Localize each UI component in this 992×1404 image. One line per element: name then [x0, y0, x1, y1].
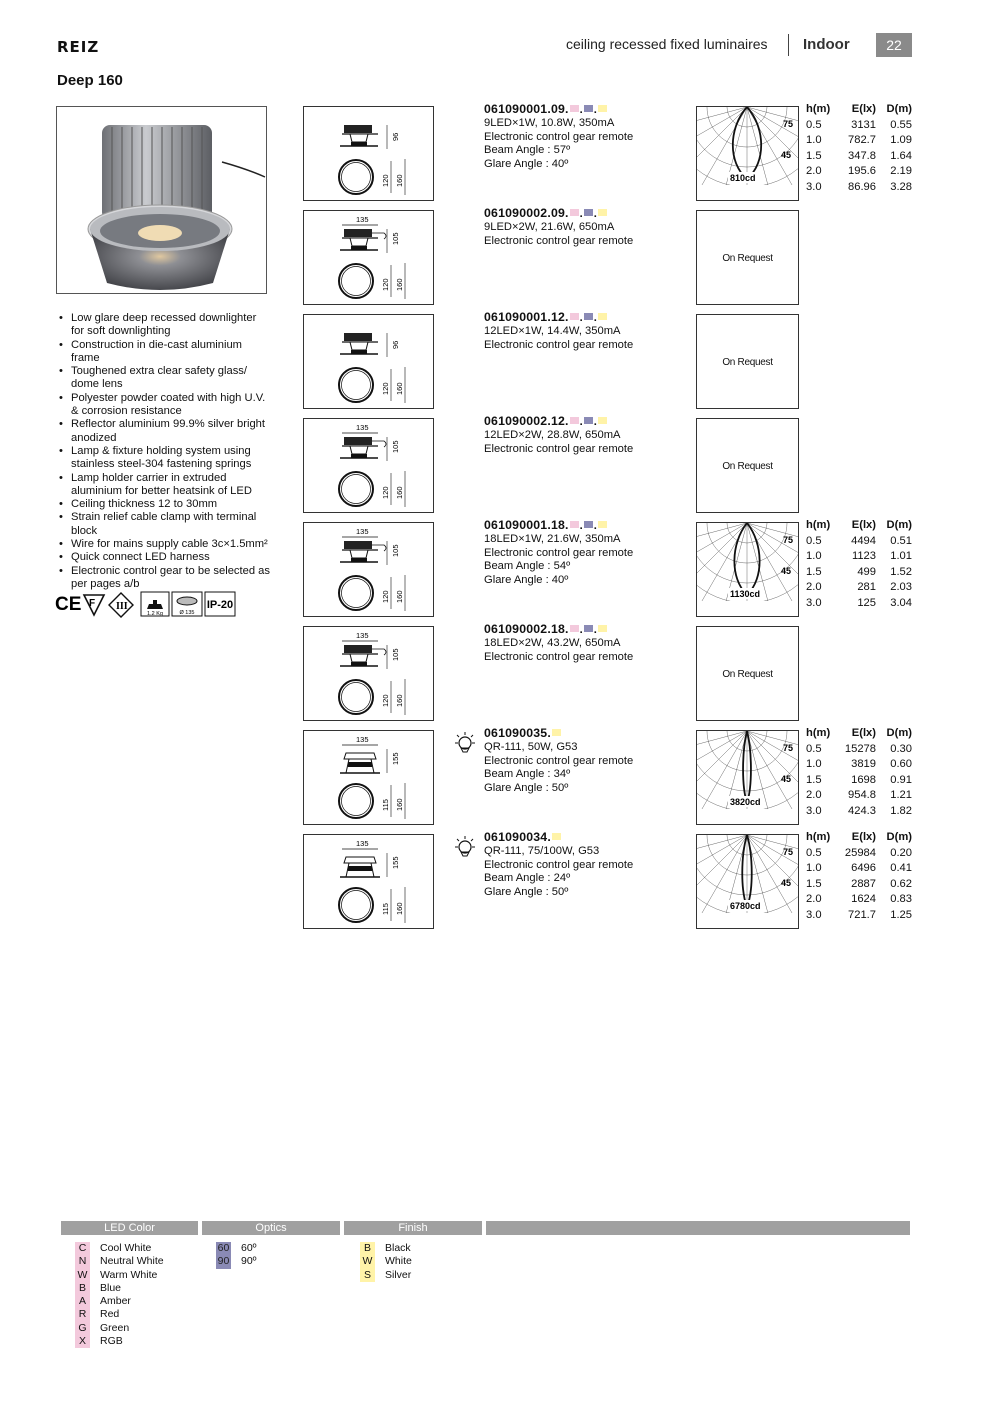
product-spec-line: 18LED×2W, 43.2W, 650mA	[484, 637, 621, 650]
cutout-dimension: 115	[381, 799, 390, 811]
optics-swatch	[584, 209, 593, 216]
lamp-bulb-icon	[452, 731, 480, 760]
polar-candela: 3820cd	[730, 797, 761, 807]
product-spec: 061090001.18. . . 18LED×1W, 21.6W, 350mA Electronic control gear remote Beam Angle : 54º Glare Angle : 40º	[484, 518, 634, 586]
diameter-dimension: 160	[395, 590, 404, 603]
height-dimension: 155	[391, 752, 400, 765]
table-row: 1.0 6496 0.41	[806, 862, 912, 875]
polar-angle-45: 45	[781, 566, 792, 576]
polar-diagram	[696, 106, 799, 201]
on-request-box	[696, 210, 799, 305]
finish-swatch	[552, 729, 561, 736]
polar-angle-45: 45	[781, 878, 792, 888]
optics-swatch	[584, 625, 593, 632]
finish-swatch	[598, 625, 607, 632]
svg-text:1.2 Kg: 1.2 Kg	[147, 611, 163, 617]
table-row: 0.5 3131 0.55	[806, 118, 912, 131]
table-header-row: h(m) E(lx) D(m)	[806, 519, 912, 531]
legend-item: R Red	[75, 1308, 164, 1321]
height-dimension: 155	[391, 856, 400, 869]
dimension-drawing	[303, 730, 434, 825]
product-spec-line: Electronic control gear remote	[484, 442, 634, 455]
product-spec-line: Electronic control gear remote	[484, 546, 634, 559]
product-spec-line: 9LED×2W, 21.6W, 650mA	[484, 221, 615, 234]
height-dimension: 96	[391, 340, 400, 349]
product-spec-line: Electronic control gear remote	[484, 858, 634, 871]
category-title: ceiling recessed fixed luminaires	[566, 36, 768, 52]
feature-item: • Quick connect LED harness	[57, 551, 271, 564]
cutout-dimension: 120	[381, 278, 390, 291]
on-request-box	[696, 418, 799, 513]
finish-swatch	[598, 521, 607, 528]
class-iii-icon	[109, 593, 133, 617]
table-row: 3.0 721.7 1.25	[806, 908, 912, 921]
svg-text:IP-20: IP-20	[206, 599, 234, 611]
page-number: 22	[876, 33, 912, 57]
product-code: 061090002.18.	[484, 622, 569, 636]
polar-angle-75: 75	[783, 119, 794, 129]
svg-text:III: III	[116, 601, 128, 612]
legend-finish-list	[360, 1242, 412, 1282]
feature-item: • Construction in die-cast aluminium frame	[57, 339, 271, 366]
product-code: 061090001.09.	[484, 102, 569, 116]
optics-swatch	[584, 313, 593, 320]
polar-diagram	[696, 522, 799, 617]
on-request-box	[696, 626, 799, 721]
table-header-row: h(m) E(lx) D(m)	[806, 103, 912, 115]
dimension-drawing	[303, 106, 434, 201]
feature-item: • Strain relief cable clamp with terminal block	[57, 511, 271, 538]
product-photo	[56, 106, 267, 294]
legend-blank-header	[486, 1221, 910, 1235]
table-row: 2.0 954.8 1.21	[806, 789, 912, 802]
product-spec-line: Beam Angle : 24º	[484, 872, 571, 885]
product-spec-line: Electronic control gear remote	[484, 234, 634, 247]
optics-swatch	[584, 521, 593, 528]
width-dimension: 135	[356, 527, 369, 536]
on-request-box	[696, 314, 799, 409]
header-divider	[788, 34, 789, 56]
polar-angle-45: 45	[781, 774, 792, 784]
table-row: 1.0 1123 1.01	[806, 550, 912, 563]
finish-swatch	[552, 833, 561, 840]
product-spec	[484, 727, 633, 795]
product-code: 061090002.12.	[484, 414, 569, 428]
legend-item: G Green	[75, 1322, 164, 1335]
table-row: 2.0 1624 0.83	[806, 893, 912, 906]
f-mark-icon	[84, 595, 104, 615]
on-request-label: On Request	[722, 461, 773, 472]
product-spec-line: Beam Angle : 54º	[484, 560, 571, 573]
dimension-drawing	[303, 626, 434, 721]
diameter-dimension: 160	[395, 382, 404, 395]
legend-item: A Amber	[75, 1295, 164, 1308]
led-color-swatch	[570, 417, 579, 424]
product-code: 061090034.	[484, 830, 551, 844]
polar-angle-75: 75	[783, 535, 794, 545]
legend-optics-list	[216, 1242, 257, 1269]
polar-candela: 1130cd	[730, 589, 761, 599]
cutout-dimension: 120	[381, 382, 390, 395]
polar-angle-45: 45	[781, 150, 792, 160]
diameter-dimension: 160	[395, 694, 404, 707]
feature-list	[57, 312, 271, 591]
product-spec-line: Electronic control gear remote	[484, 338, 634, 351]
product-spec: 061090001.12. . . 12LED×1W, 14.4W, 350mA Electronic control gear remote	[484, 310, 634, 351]
legend-item: C Cool White	[75, 1242, 164, 1255]
legend-finish-header: Finish	[344, 1221, 482, 1235]
product-spec-line: Beam Angle : 57º	[484, 144, 571, 157]
cutout-dimension: 120	[381, 174, 390, 187]
product-spec: 061090001.09. . . 9LED×1W, 10.8W, 350mA Electronic control gear remote Beam Angle : 57º Glare Angle : 40º	[484, 102, 634, 170]
photometric-table	[806, 830, 912, 924]
cutout-dimension: 120	[381, 590, 390, 603]
ip-rating-icon	[205, 592, 235, 616]
table-row: 0.5 4494 0.51	[806, 534, 912, 547]
weight-icon	[141, 592, 169, 617]
product-spec-line: 12LED×1W, 14.4W, 350mA	[484, 325, 621, 338]
table-row: 1.5 1698 0.91	[806, 773, 912, 786]
led-color-swatch	[570, 625, 579, 632]
cutout-dimension: 120	[381, 694, 390, 707]
product-spec-line: Glare Angle : 40º	[484, 573, 569, 586]
finish-swatch	[598, 209, 607, 216]
feature-item: • Electronic control gear to be selected as per pages a/b	[57, 565, 271, 592]
on-request-label: On Request	[722, 253, 773, 264]
feature-item: • Wire for mains supply cable 3c×1.5mm²	[57, 538, 271, 551]
table-header-row: h(m) E(lx) D(m)	[806, 727, 912, 739]
legend-item: W Warm White	[75, 1269, 164, 1282]
product-family-title: Deep 160	[57, 72, 123, 89]
optics-swatch	[584, 417, 593, 424]
table-row: 2.0 281 2.03	[806, 581, 912, 594]
table-row: 3.0 125 3.04	[806, 596, 912, 609]
dimension-drawing	[303, 834, 434, 929]
legend-item: 90 90º	[217, 1255, 257, 1268]
finish-swatch	[598, 313, 607, 320]
legend-item: N Neutral White	[75, 1255, 164, 1268]
product-spec-line: 12LED×2W, 28.8W, 650mA	[484, 429, 621, 442]
product-spec: 061090002.18. . . 18LED×2W, 43.2W, 650mA Electronic control gear remote	[484, 622, 634, 663]
legend-item: B Blue	[75, 1282, 164, 1295]
polar-candela: 6780cd	[730, 901, 761, 911]
table-row: 1.5 499 1.52	[806, 565, 912, 578]
dimension-drawing	[303, 522, 434, 617]
table-row: 0.5 15278 0.30	[806, 742, 912, 755]
feature-item: • Toughened extra clear safety glass/ dome lens	[57, 365, 271, 392]
feature-item: • Lamp holder carrier in extruded aluminium for better heatsink of LED	[57, 472, 271, 499]
width-dimension: 135	[356, 839, 369, 848]
diameter-dimension: 160	[395, 486, 404, 499]
product-spec-line: 18LED×1W, 21.6W, 350mA	[484, 533, 621, 546]
finish-swatch	[598, 417, 607, 424]
product-spec-line: Glare Angle : 40º	[484, 157, 569, 170]
legend-optics-header: Optics	[202, 1221, 340, 1235]
feature-item: • Ceiling thickness 12 to 30mm	[57, 498, 271, 511]
table-row: 2.0 195.6 2.19	[806, 165, 912, 178]
brand-logo: REIZ	[57, 38, 100, 56]
table-row: 1.5 347.8 1.64	[806, 149, 912, 162]
cutout-icon	[172, 592, 202, 616]
feature-item: • Lamp & fixture holding system using stainless steel-304 fastening springs	[57, 445, 271, 472]
diameter-dimension: 160	[395, 174, 404, 187]
legend-item: W White	[360, 1255, 412, 1268]
cutout-dimension: 120	[381, 486, 390, 499]
ce-mark-icon: CE	[55, 594, 82, 615]
photometric-table	[806, 726, 912, 820]
finish-swatch	[598, 105, 607, 112]
led-color-swatch	[570, 209, 579, 216]
optics-swatch	[584, 105, 593, 112]
width-dimension: 135	[356, 631, 369, 640]
product-spec-line: Electronic control gear remote	[484, 130, 634, 143]
legend-led-color-header: LED Color	[61, 1221, 198, 1235]
led-color-swatch	[570, 521, 579, 528]
table-row: 1.5 2887 0.62	[806, 877, 912, 890]
feature-item: • Polyester powder coated with high U.V. & corrosion resistance	[57, 392, 271, 419]
table-header-row: h(m) E(lx) D(m)	[806, 831, 912, 843]
dimension-drawing	[303, 314, 434, 409]
product-spec-line: 9LED×1W, 10.8W, 350mA	[484, 117, 615, 130]
photometric-table	[806, 102, 912, 196]
legend-led-list	[75, 1242, 164, 1348]
photometric-table	[806, 518, 912, 612]
product-code: 061090035.	[484, 726, 551, 740]
on-request-label: On Request	[722, 357, 773, 368]
product-spec-line: QR-111, 75/100W, G53	[484, 845, 600, 858]
product-spec: 061090002.09. . . 9LED×2W, 21.6W, 650mA Electronic control gear remote	[484, 206, 634, 247]
height-dimension: 105	[391, 232, 400, 245]
feature-item: • Low glare deep recessed downlighter for soft downlighting	[57, 312, 271, 339]
width-dimension: 135	[356, 215, 369, 224]
legend-item: S Silver	[360, 1269, 412, 1282]
section-title: Indoor	[803, 36, 850, 53]
polar-diagram	[696, 730, 799, 825]
table-row: 1.0 782.7 1.09	[806, 134, 912, 147]
height-dimension: 105	[391, 544, 400, 557]
table-row: 3.0 424.3 1.82	[806, 804, 912, 817]
diameter-dimension: 160	[395, 798, 404, 811]
product-code: 061090001.18.	[484, 518, 569, 532]
lamp-bulb-icon	[452, 835, 480, 864]
product-spec	[484, 831, 633, 899]
led-color-swatch	[570, 313, 579, 320]
table-row: 3.0 86.96 3.28	[806, 180, 912, 193]
legend-item: 60 60º	[217, 1242, 257, 1254]
svg-text:F: F	[89, 598, 96, 609]
product-code: 061090002.09.	[484, 206, 569, 220]
diameter-dimension: 160	[395, 278, 404, 291]
certification-row	[55, 590, 240, 616]
polar-candela: 810cd	[730, 173, 756, 183]
polar-diagram	[696, 834, 799, 929]
product-spec-line: Beam Angle : 34º	[484, 768, 571, 781]
product-spec: 061090002.12. . . 12LED×2W, 28.8W, 650mA Electronic control gear remote	[484, 414, 634, 455]
dimension-drawing	[303, 418, 434, 513]
width-dimension: 135	[356, 735, 369, 744]
height-dimension: 105	[391, 648, 400, 661]
product-spec-line: Glare Angle : 50º	[484, 885, 569, 898]
svg-text:Ø 135: Ø 135	[179, 610, 195, 616]
product-spec-line: Electronic control gear remote	[484, 650, 634, 663]
legend-item: B Black	[360, 1242, 412, 1255]
led-color-swatch	[570, 105, 579, 112]
product-code: 061090001.12.	[484, 310, 569, 324]
feature-item: • Reflector aluminium 99.9% silver bright anodized	[57, 418, 271, 445]
product-spec-line: Glare Angle : 50º	[484, 781, 569, 794]
product-spec-line: QR-111, 50W, G53	[484, 741, 578, 754]
polar-angle-75: 75	[783, 847, 794, 857]
dimension-drawing	[303, 210, 434, 305]
diameter-dimension: 160	[395, 902, 404, 915]
height-dimension: 105	[391, 440, 400, 453]
product-spec-line: Electronic control gear remote	[484, 754, 634, 767]
height-dimension: 96	[391, 132, 400, 141]
on-request-label: On Request	[722, 669, 773, 680]
polar-angle-75: 75	[783, 743, 794, 753]
table-row: 1.0 3819 0.60	[806, 758, 912, 771]
cutout-dimension: 115	[381, 903, 390, 915]
width-dimension: 135	[356, 423, 369, 432]
legend-item: X RGB	[75, 1335, 164, 1348]
table-row: 0.5 25984 0.20	[806, 846, 912, 859]
